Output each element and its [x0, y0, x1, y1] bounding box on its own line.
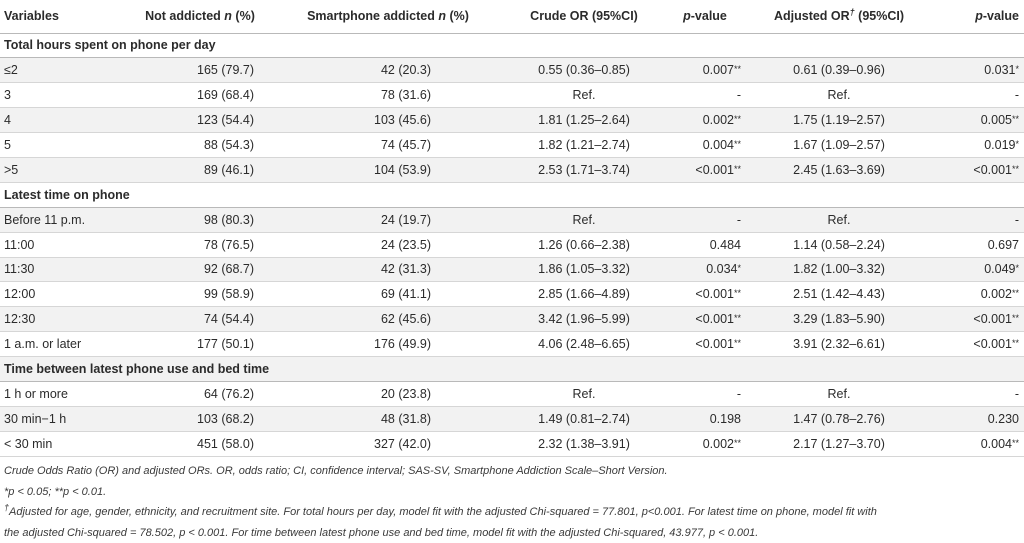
row-label: 3: [0, 83, 128, 108]
adjusted-or-cell: 1.47 (0.78–2.76): [746, 406, 932, 431]
table-body: [0, 33, 1024, 456]
significance-stars: **: [734, 114, 741, 124]
header-crude-or: Crude OR (95%CI): [504, 0, 664, 33]
row-label: 5: [0, 133, 128, 158]
not-addicted-cell: 88 (54.3): [128, 133, 272, 158]
p-value-cell: 0.007**: [664, 58, 746, 83]
smartphone-addicted-cell: 103 (45.6): [272, 108, 504, 133]
table-row: [0, 108, 1024, 133]
not-addicted-cell: 92 (68.7): [128, 257, 272, 282]
smartphone-addicted-cell: 104 (53.9): [272, 157, 504, 182]
crude-or-cell: 1.26 (0.66–2.38): [504, 232, 664, 257]
p-value-cell: <0.001**: [664, 157, 746, 182]
footnote-significance: *p < 0.05; **p < 0.01.: [4, 482, 1020, 503]
adjusted-p-value-cell: 0.005**: [932, 108, 1024, 133]
adjusted-p-value-cell: 0.049*: [932, 257, 1024, 282]
significance-stars: **: [734, 64, 741, 74]
adjusted-p-value-cell: 0.697: [932, 232, 1024, 257]
header-smartphone-addicted: Smartphone addicted n (%): [272, 0, 504, 33]
section-title: Time between latest phone use and bed time: [0, 357, 1024, 382]
header-adjusted-p-value: p-value: [932, 0, 1024, 33]
crude-or-cell: Ref.: [504, 381, 664, 406]
significance-stars: *: [1015, 263, 1019, 273]
not-addicted-cell: 74 (54.4): [128, 307, 272, 332]
table-row: [0, 232, 1024, 257]
significance-stars: **: [1012, 338, 1019, 348]
smartphone-addicted-cell: 24 (23.5): [272, 232, 504, 257]
p-value-cell: <0.001**: [664, 282, 746, 307]
table-row: [0, 332, 1024, 357]
adjusted-p-value-cell: 0.002**: [932, 282, 1024, 307]
smartphone-addicted-cell: 62 (45.6): [272, 307, 504, 332]
not-addicted-cell: 123 (54.4): [128, 108, 272, 133]
adjusted-or-cell: 2.17 (1.27–3.70): [746, 431, 932, 456]
significance-stars: **: [734, 139, 741, 149]
section-header-row: [0, 182, 1024, 207]
significance-stars: *: [1015, 139, 1019, 149]
significance-stars: **: [1012, 114, 1019, 124]
not-addicted-cell: 78 (76.5): [128, 232, 272, 257]
significance-stars: *: [737, 263, 741, 273]
crude-or-cell: 0.55 (0.36–0.85): [504, 58, 664, 83]
row-label: 11:30: [0, 257, 128, 282]
footnote-adjusted: †Adjusted for age, gender, ethnicity, and recruitment site. For total hours per day, model fit with the adjusted Chi-squared = 77.801, p<0.001. For latest time on phone, model fit with: [4, 502, 1020, 523]
crude-or-cell: 2.53 (1.71–3.74): [504, 157, 664, 182]
adjusted-or-cell: 3.29 (1.83–5.90): [746, 307, 932, 332]
footnote-adjusted-continued: the adjusted Chi-squared = 78.502, p < 0.001. For time between latest phone use and bed time, model fit with the adjusted Chi-squared, 43.977, p < 0.001.: [4, 523, 1020, 543]
header-variables: Variables: [0, 0, 128, 33]
row-label: ≤2: [0, 58, 128, 83]
row-label: 30 min−1 h: [0, 406, 128, 431]
crude-or-cell: Ref.: [504, 83, 664, 108]
section-header-row: [0, 33, 1024, 58]
adjusted-p-value-cell: 0.019*: [932, 133, 1024, 158]
row-label: < 30 min: [0, 431, 128, 456]
header-adjusted-or: Adjusted OR† (95%CI): [746, 0, 932, 33]
adjusted-p-value-cell: -: [932, 83, 1024, 108]
p-value-cell: 0.484: [664, 232, 746, 257]
smartphone-addicted-cell: 20 (23.8): [272, 381, 504, 406]
adjusted-or-cell: 2.51 (1.42–4.43): [746, 282, 932, 307]
row-label: 1 a.m. or later: [0, 332, 128, 357]
table-footnotes: [4, 461, 1020, 543]
section-title: Latest time on phone: [0, 182, 1024, 207]
crude-or-cell: 2.85 (1.66–4.89): [504, 282, 664, 307]
table-row: [0, 157, 1024, 182]
smartphone-addicted-cell: 176 (49.9): [272, 332, 504, 357]
table-row: [0, 431, 1024, 456]
smartphone-addicted-cell: 74 (45.7): [272, 133, 504, 158]
table-row: [0, 381, 1024, 406]
adjusted-or-cell: 1.82 (1.00–3.32): [746, 257, 932, 282]
adjusted-p-value-cell: <0.001**: [932, 332, 1024, 357]
smartphone-addicted-cell: 69 (41.1): [272, 282, 504, 307]
not-addicted-cell: 98 (80.3): [128, 207, 272, 232]
p-value-cell: -: [664, 207, 746, 232]
table-row: [0, 83, 1024, 108]
p-value-cell: -: [664, 381, 746, 406]
table-row: [0, 207, 1024, 232]
significance-stars: *: [1015, 64, 1019, 74]
row-label: 12:30: [0, 307, 128, 332]
adjusted-p-value-cell: -: [932, 381, 1024, 406]
table-row: [0, 133, 1024, 158]
p-value-cell: 0.004**: [664, 133, 746, 158]
not-addicted-cell: 451 (58.0): [128, 431, 272, 456]
significance-stars: **: [734, 313, 741, 323]
adjusted-or-cell: Ref.: [746, 381, 932, 406]
significance-stars: **: [1012, 288, 1019, 298]
crude-or-cell: 1.86 (1.05–3.32): [504, 257, 664, 282]
significance-stars: **: [734, 288, 741, 298]
table-row: [0, 406, 1024, 431]
significance-stars: **: [734, 438, 741, 448]
crude-or-cell: 1.82 (1.21–2.74): [504, 133, 664, 158]
adjusted-p-value-cell: 0.230: [932, 406, 1024, 431]
significance-stars: **: [1012, 313, 1019, 323]
header-row: [0, 0, 1024, 33]
not-addicted-cell: 99 (58.9): [128, 282, 272, 307]
adjusted-or-cell: 1.14 (0.58–2.24): [746, 232, 932, 257]
adjusted-p-value-cell: -: [932, 207, 1024, 232]
significance-stars: **: [1012, 438, 1019, 448]
crude-or-cell: 4.06 (2.48–6.65): [504, 332, 664, 357]
crude-or-cell: 1.81 (1.25–2.64): [504, 108, 664, 133]
p-value-cell: -: [664, 83, 746, 108]
section-title: Total hours spent on phone per day: [0, 33, 1024, 58]
crude-or-cell: 3.42 (1.96–5.99): [504, 307, 664, 332]
header-not-addicted: Not addicted n (%): [128, 0, 272, 33]
row-label: Before 11 p.m.: [0, 207, 128, 232]
smartphone-addicted-cell: 78 (31.6): [272, 83, 504, 108]
smartphone-addicted-cell: 48 (31.8): [272, 406, 504, 431]
crude-or-cell: Ref.: [504, 207, 664, 232]
smartphone-addicted-cell: 24 (19.7): [272, 207, 504, 232]
significance-stars: **: [734, 338, 741, 348]
not-addicted-cell: 103 (68.2): [128, 406, 272, 431]
significance-stars: **: [1012, 164, 1019, 174]
not-addicted-cell: 64 (76.2): [128, 381, 272, 406]
adjusted-or-cell: 0.61 (0.39–0.96): [746, 58, 932, 83]
adjusted-or-cell: Ref.: [746, 207, 932, 232]
p-value-cell: 0.034*: [664, 257, 746, 282]
table-row: [0, 307, 1024, 332]
table-row: [0, 282, 1024, 307]
smartphone-addicted-cell: 42 (20.3): [272, 58, 504, 83]
crude-or-cell: 1.49 (0.81–2.74): [504, 406, 664, 431]
p-value-cell: 0.198: [664, 406, 746, 431]
adjusted-or-cell: 1.67 (1.09–2.57): [746, 133, 932, 158]
not-addicted-cell: 177 (50.1): [128, 332, 272, 357]
crude-or-cell: 2.32 (1.38–3.91): [504, 431, 664, 456]
adjusted-or-cell: 3.91 (2.32–6.61): [746, 332, 932, 357]
significance-stars: **: [734, 164, 741, 174]
smartphone-addicted-cell: 42 (31.3): [272, 257, 504, 282]
p-value-cell: 0.002**: [664, 108, 746, 133]
adjusted-p-value-cell: 0.004**: [932, 431, 1024, 456]
not-addicted-cell: 165 (79.7): [128, 58, 272, 83]
row-label: 11:00: [0, 232, 128, 257]
row-label: 12:00: [0, 282, 128, 307]
p-value-cell: <0.001**: [664, 307, 746, 332]
table-row: [0, 58, 1024, 83]
p-value-cell: 0.002**: [664, 431, 746, 456]
not-addicted-cell: 89 (46.1): [128, 157, 272, 182]
smartphone-addicted-cell: 327 (42.0): [272, 431, 504, 456]
p-value-cell: <0.001**: [664, 332, 746, 357]
row-label: 1 h or more: [0, 381, 128, 406]
adjusted-or-cell: 2.45 (1.63–3.69): [746, 157, 932, 182]
adjusted-or-cell: 1.75 (1.19–2.57): [746, 108, 932, 133]
table-row: [0, 257, 1024, 282]
header-p-value: p-value: [664, 0, 746, 33]
adjusted-p-value-cell: <0.001**: [932, 307, 1024, 332]
adjusted-or-cell: Ref.: [746, 83, 932, 108]
adjusted-p-value-cell: 0.031*: [932, 58, 1024, 83]
footnote-abbreviations: Crude Odds Ratio (OR) and adjusted ORs. OR, odds ratio; CI, confidence interval; SAS-SV, Smartphone Addiction Scale–Short Version.: [4, 461, 1020, 482]
row-label: 4: [0, 108, 128, 133]
adjusted-p-value-cell: <0.001**: [932, 157, 1024, 182]
row-label: >5: [0, 157, 128, 182]
section-header-row: [0, 357, 1024, 382]
not-addicted-cell: 169 (68.4): [128, 83, 272, 108]
